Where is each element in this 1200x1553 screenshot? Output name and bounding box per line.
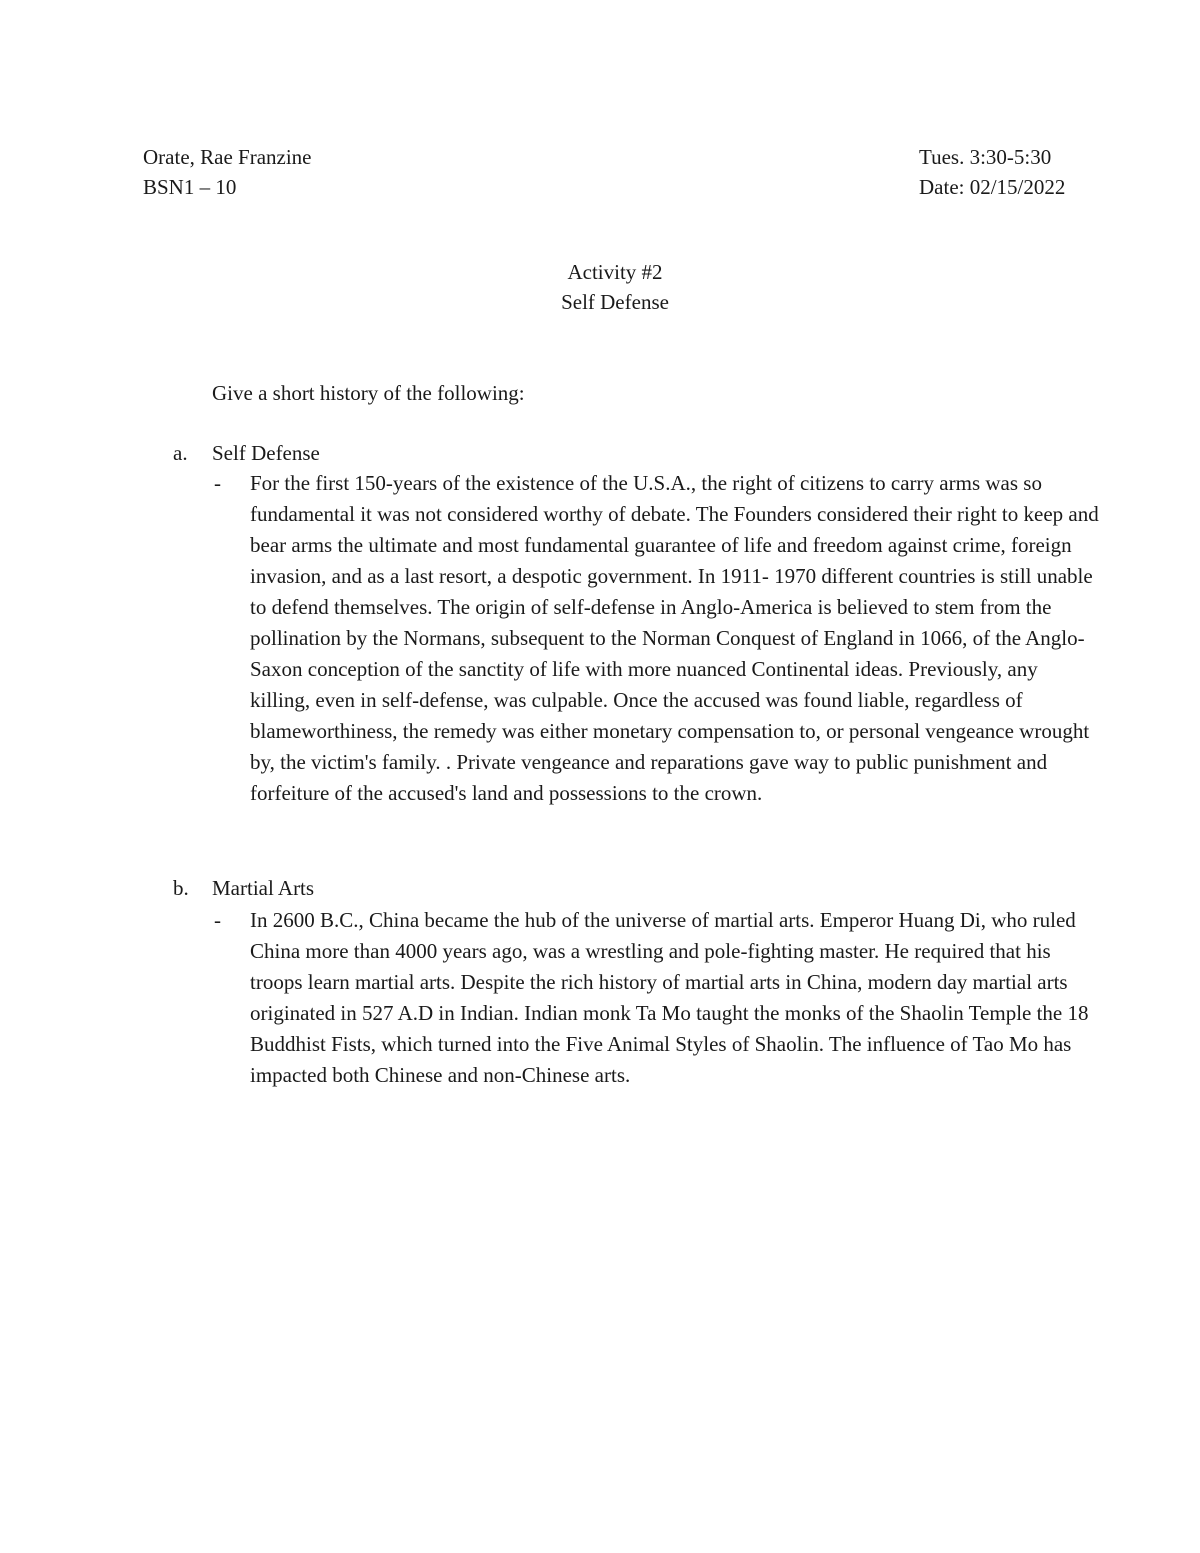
item-heading: Self Defense [212, 441, 320, 465]
bullet-dash: - [214, 471, 221, 495]
instruction-text: Give a short history of the following: [212, 381, 525, 405]
item-marker: b. [173, 876, 189, 900]
item-body-text: For the first 150-years of the existence of the U.S.A., the right of citizens to carry arms was so fundamental it was not considered worthy of debate. The Founders considered their right to keep and bear arms the ultimate and most fundamental guarantee of life and freedom against crime, foreign invasion, and as a last resort, a despotic government. In 1911- 1970 different countries is still unable to defend themselves. The origin of self-defense in Anglo-America is believed to stem from the pollination by the Normans, subsequent to the Norman Conquest of England in 1066, of the Anglo-Saxon conception of the sanctity of life with more nuanced Continental ideas. Previously, any killing, even in self-defense, was culpable. Once the accused was found liable, regardless of blameworthiness, the remedy was either monetary compensation to, or personal vengeance wrought by, the victim's family. . Private vengeance and reparations gave way to public punishment and forfeiture of the accused's land and possessions to the crown. [250, 471, 1099, 805]
item-body-text: In 2600 B.C., China became the hub of the universe of martial arts. Emperor Huang Di, who ruled China more than 4000 years ago, was a wrestling and pole-fighting master. He required that his troops learn martial arts. Despite the rich history of martial arts in China, modern day martial arts originated in 527 A.D in Indian. Indian monk Ta Mo taught the monks of the Shaolin Temple the 18 Buddhist Fists, which turned into the Five Animal Styles of Shaolin. The influence of Tao Mo has impacted both Chinese and non-Chinese arts. [250, 908, 1089, 1087]
item-heading: Martial Arts [212, 876, 315, 900]
submission-date: Date: 02/15/2022 [919, 175, 1066, 199]
activity-subject: Self Defense [561, 290, 669, 314]
activity-title: Activity #2 [567, 260, 663, 284]
student-section: BSN1 – 10 [143, 175, 237, 199]
class-schedule: Tues. 3:30-5:30 [919, 145, 1052, 169]
bullet-dash: - [214, 908, 221, 932]
student-name: Orate, Rae Franzine [143, 145, 312, 169]
item-marker: a. [173, 441, 188, 465]
